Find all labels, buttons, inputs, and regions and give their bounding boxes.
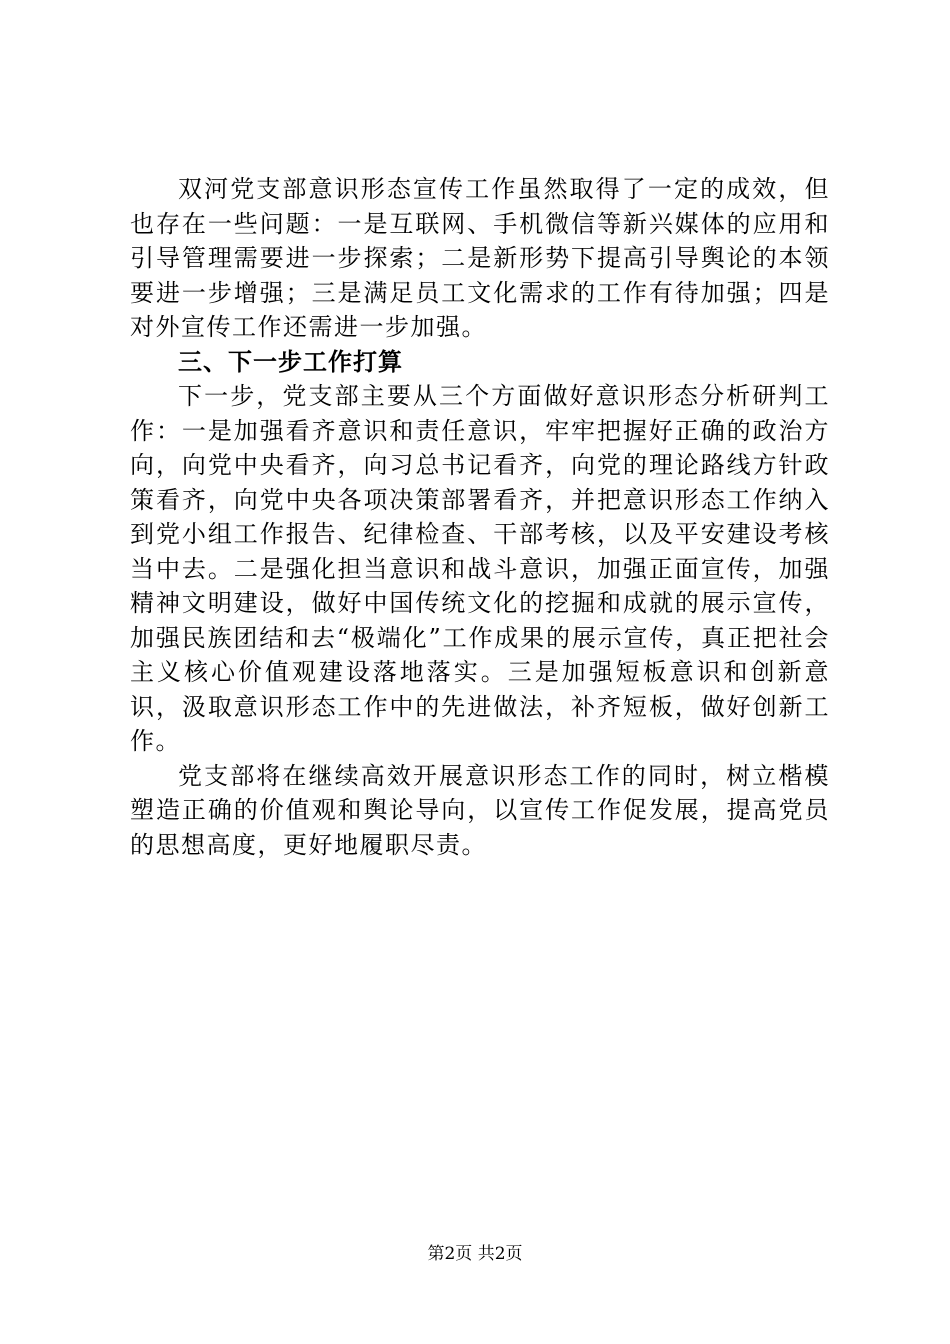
document-body: [130, 172, 830, 862]
section-heading-next-steps: 三、下一步工作打算: [178, 347, 403, 376]
paragraph-conclusion: 党支部将在继续高效开展意识形态工作的同时，树立楷模塑造正确的价值观和舆论导向，以宣传工作促发展，提高党员的思想高度，更好地履职尽责。: [130, 761, 830, 859]
page-footer: 第2页 共2页: [427, 1244, 523, 1264]
paragraph-next-steps: 下一步，党支部主要从三个方面做好意识形态分析研判工作：一是加强看齐意识和责任意识，牢牢把握好正确的政治方向，向党中央看齐，向习总书记看齐，向党的理论路线方针政策看齐，向党中央各项决策部署看齐，并把意识形态工作纳入到党小组工作报告、纪律检查、干部考核，以及平安建设考核当中去。二是强化担当意识和战斗意识，加强正面宣传，加强精神文明建设，做好中国传统文化的挖掘和成就的展示宣传，加强民族团结和去“极端化”工作成果的展示宣传，真正把社会主义核心价值观建设落地落实。三是加强短板意识和创新意识，汲取意识形态工作中的先进做法，补齐短板，做好创新工作。: [130, 382, 830, 755]
paragraph-problems: 双河党支部意识形态宣传工作虽然取得了一定的成效，但也存在一些问题：一是互联网、手机微信等新兴媒体的应用和引导管理需要进一步探索；二是新形势下提高引导舆论的本领要进一步增强；三是满足员工文化需求的工作有待加强；四是对外宣传工作还需进一步加强。: [130, 175, 830, 341]
